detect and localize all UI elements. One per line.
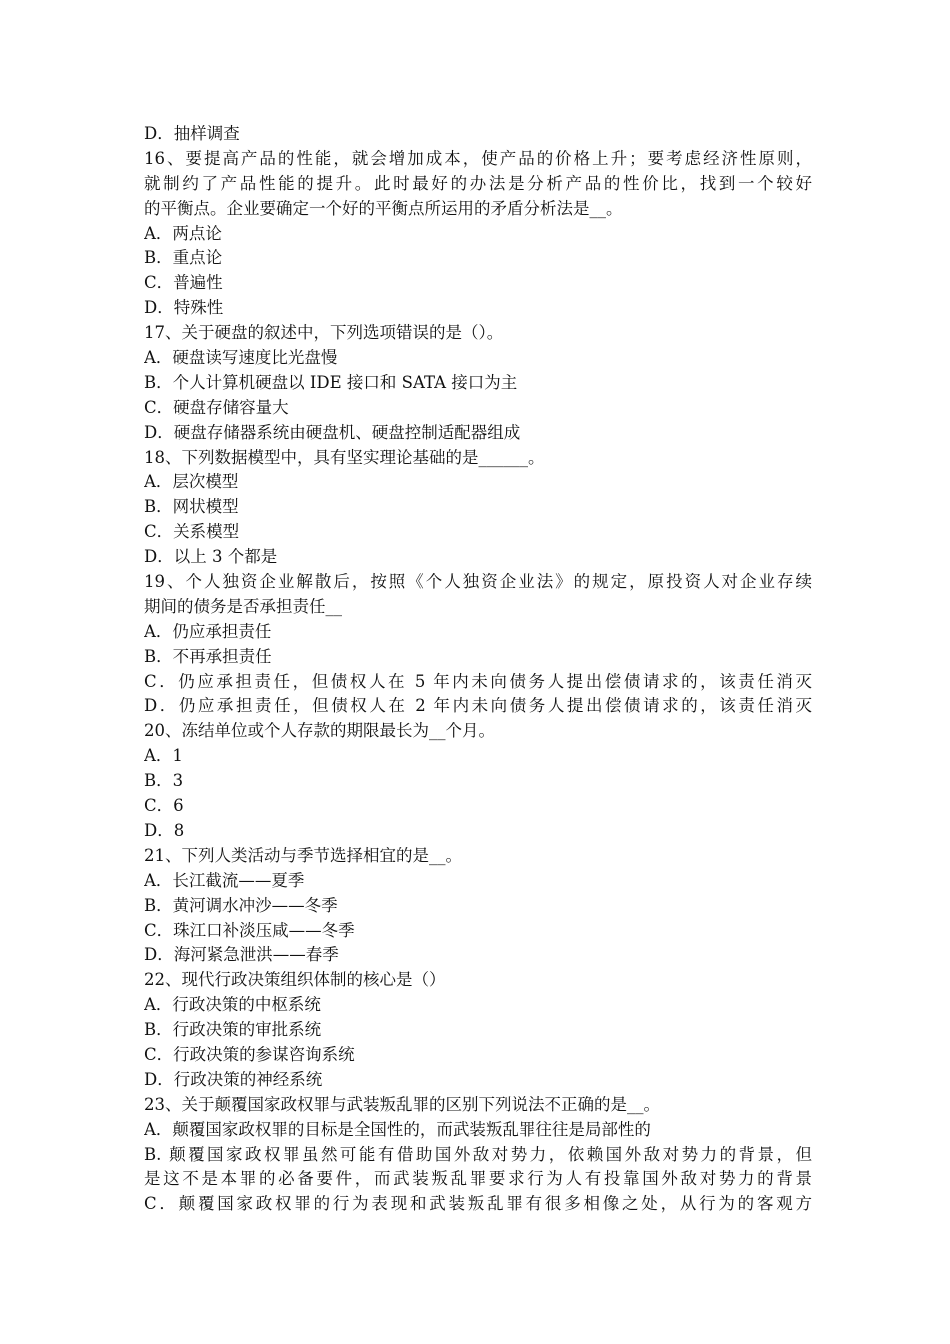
- text-line: D．特殊性: [144, 298, 224, 318]
- text-line: 22、现代行政决策组织体制的核心是（）: [144, 970, 446, 990]
- text-line: D．抽样调查: [144, 124, 240, 143]
- text-line: C．珠江口补淡压咸——冬季: [144, 920, 355, 940]
- text-line: D．硬盘存储器系统由硬盘机、硬盘控制适配器组成: [144, 422, 521, 442]
- text-line: 的平衡点。企业要确定一个好的平衡点所运用的矛盾分析法是__。: [144, 198, 623, 218]
- text-line: 19、个人独资企业解散后，按照《个人独资企业法》的规定，原投资人对企业存续: [144, 572, 812, 592]
- text-line: A．仍应承担责任: [144, 621, 272, 641]
- text-line: D．仍应承担责任，但债权人在 2 年内未向债务人提出偿债请求的，该责任消灭: [144, 696, 812, 716]
- text-line: A．颠覆国家政权罪的目标是全国性的，而武装叛乱罪往往是局部性的: [144, 1119, 651, 1139]
- text-line: C．仍应承担责任，但债权人在 5 年内未向债务人提出偿债请求的，该责任消灭: [144, 671, 812, 691]
- text-line: 21、下列人类活动与季节选择相宜的是__。: [144, 845, 462, 865]
- text-line: B．黄河调水冲沙——冬季: [144, 895, 338, 915]
- text-line: D．以上 3 个都是: [144, 547, 278, 567]
- text-line: 16、要提高产品的性能，就会增加成本，使产品的价格上升；要考虑经济性原则，: [144, 148, 812, 168]
- text-line: B．重点论: [144, 248, 223, 268]
- text-line: B．不再承担责任: [144, 646, 272, 666]
- text-line: A．硬盘读写速度比光盘慢: [144, 348, 338, 368]
- text-line: 是这不是本罪的必备要件，而武装叛乱罪要求行为人有投靠国外敌对势力的背景: [144, 1169, 812, 1189]
- text-line: B. 颠覆国家政权罪虽然可能有借助国外敌对势力，依赖国外敌对势力的背景，但: [144, 1144, 812, 1164]
- text-line: 期间的债务是否承担责任__: [144, 596, 342, 616]
- text-line: C．关系模型: [144, 522, 240, 542]
- text-line: 17、关于硬盘的叙述中，下列选项错误的是（）。: [144, 323, 504, 343]
- text-line: C．行政决策的参谋咨询系统: [144, 1044, 355, 1064]
- text-line: 20、冻结单位或个人存款的期限最长为__个月。: [144, 721, 495, 741]
- text-line: B．行政决策的审批系统: [144, 1020, 322, 1040]
- text-line: D．8: [144, 820, 185, 840]
- text-line: B．3: [144, 771, 184, 791]
- text-line: A．行政决策的中枢系统: [144, 995, 321, 1015]
- text-line: A．层次模型: [144, 472, 239, 492]
- text-line: A．两点论: [144, 223, 222, 243]
- text-line: C．硬盘存储容量大: [144, 397, 289, 417]
- text-line: D．海河紧急泄洪——春季: [144, 945, 339, 965]
- text-line: 23、关于颠覆国家政权罪与武装叛乱罪的区别下列说法不正确的是__。: [144, 1094, 660, 1114]
- text-line: C．颠覆国家政权罪的行为表现和武装叛乱罪有很多相像之处，从行为的客观方: [144, 1194, 812, 1214]
- text-line: B．网状模型: [144, 497, 239, 517]
- text-line: D．行政决策的神经系统: [144, 1069, 323, 1089]
- document-page: [144, 122, 812, 1217]
- text-line: 就制约了产品性能的提升。此时最好的办法是分析产品的性价比，找到一个较好: [144, 173, 812, 193]
- text-line: C．普遍性: [144, 273, 223, 293]
- text-line: A．1: [144, 746, 183, 766]
- text-line: A．长江截流——夏季: [144, 870, 305, 890]
- text-line: 18、下列数据模型中，具有坚实理论基础的是______。: [144, 447, 545, 467]
- text-line: C．6: [144, 796, 184, 816]
- text-line: B．个人计算机硬盘以 IDE 接口和 SATA 接口为主: [144, 372, 518, 392]
